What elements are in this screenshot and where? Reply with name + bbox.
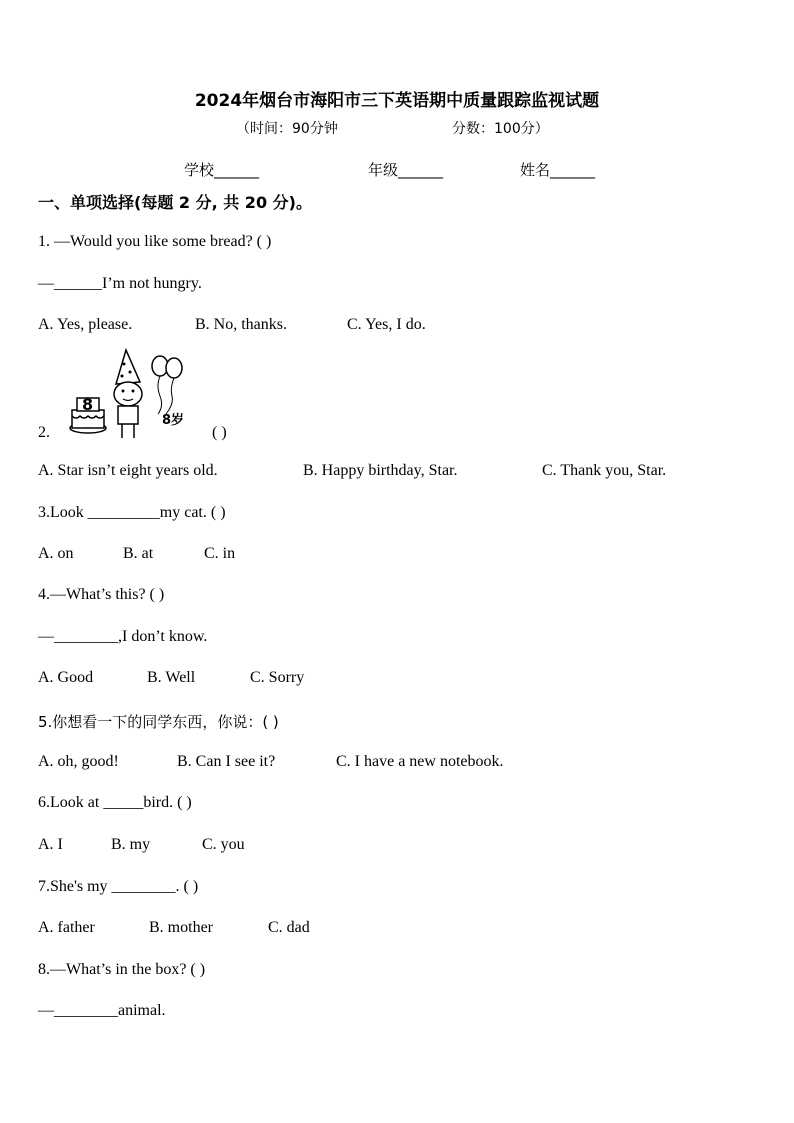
question-7-option-a: A. father bbox=[38, 919, 95, 936]
exam-time: （时间：90分钟 bbox=[236, 121, 338, 137]
grade-field: 年级______ bbox=[368, 161, 444, 179]
name-field: 姓名______ bbox=[520, 161, 596, 179]
question-6-stem: 6.Look at _____bird. ( ) bbox=[38, 794, 192, 811]
question-7-option-b: B. mother bbox=[149, 919, 213, 936]
question-1-option-c: C. Yes, I do. bbox=[347, 316, 426, 333]
question-5-option-c: C. I have a new notebook. bbox=[336, 753, 504, 770]
question-2-stem: 2. bbox=[38, 424, 50, 441]
question-3-option-c: C. in bbox=[204, 545, 236, 562]
question-2-paren: ( ) bbox=[212, 424, 227, 441]
question-6-option-c: C. you bbox=[202, 836, 245, 853]
question-2-option-a: A. Star isn’t eight years old. bbox=[38, 462, 218, 479]
question-1-option-a: A. Yes, please. bbox=[38, 316, 133, 333]
question-4-option-b: B. Well bbox=[147, 669, 196, 686]
question-8-reply: —________animal. bbox=[38, 1002, 166, 1019]
question-6-option-b: B. my bbox=[111, 836, 151, 853]
cake-number: 8 bbox=[82, 395, 94, 414]
question-7-stem: 7.She's my ________. ( ) bbox=[38, 878, 199, 895]
exam-score: 分数：100分） bbox=[452, 121, 549, 137]
question-3-option-a: A. on bbox=[38, 545, 74, 562]
birthday-picture bbox=[68, 348, 196, 442]
question-4-stem: 4.—What’s this? ( ) bbox=[38, 586, 165, 603]
question-4-option-c: C. Sorry bbox=[250, 669, 305, 686]
page-title: 2024年烟台市海阳市三下英语期中质量跟踪监视试题 bbox=[194, 91, 600, 111]
question-1-reply: —______I’m not hungry. bbox=[38, 275, 202, 292]
question-5-option-b: B. Can I see it? bbox=[177, 753, 276, 770]
question-6-option-a: A. I bbox=[38, 836, 63, 853]
question-5-option-a: A. oh, good! bbox=[38, 753, 119, 770]
question-1-stem: 1. —Would you like some bread? ( ) bbox=[38, 233, 272, 250]
question-2-option-b: B. Happy birthday, Star. bbox=[303, 462, 458, 479]
school-field: 学校______ bbox=[184, 161, 260, 179]
question-5-stem: 5.你想看一下的同学东西，你说：( ) bbox=[38, 713, 279, 731]
age-label: 8岁 bbox=[162, 413, 185, 428]
question-2-option-c: C. Thank you, Star. bbox=[542, 462, 667, 479]
question-4-option-a: A. Good bbox=[38, 669, 94, 686]
question-3-option-b: B. at bbox=[123, 545, 154, 562]
question-8-stem: 8.—What’s in the box? ( ) bbox=[38, 961, 206, 978]
section-title: 一、单项选择(每题 2 分, 共 20 分)。 bbox=[38, 193, 312, 212]
question-4-reply: —________,I don’t know. bbox=[38, 628, 208, 645]
question-1-option-b: B. No, thanks. bbox=[195, 316, 287, 333]
question-7-option-c: C. dad bbox=[268, 919, 310, 936]
question-3-stem: 3.Look _________my cat. ( ) bbox=[38, 504, 226, 521]
